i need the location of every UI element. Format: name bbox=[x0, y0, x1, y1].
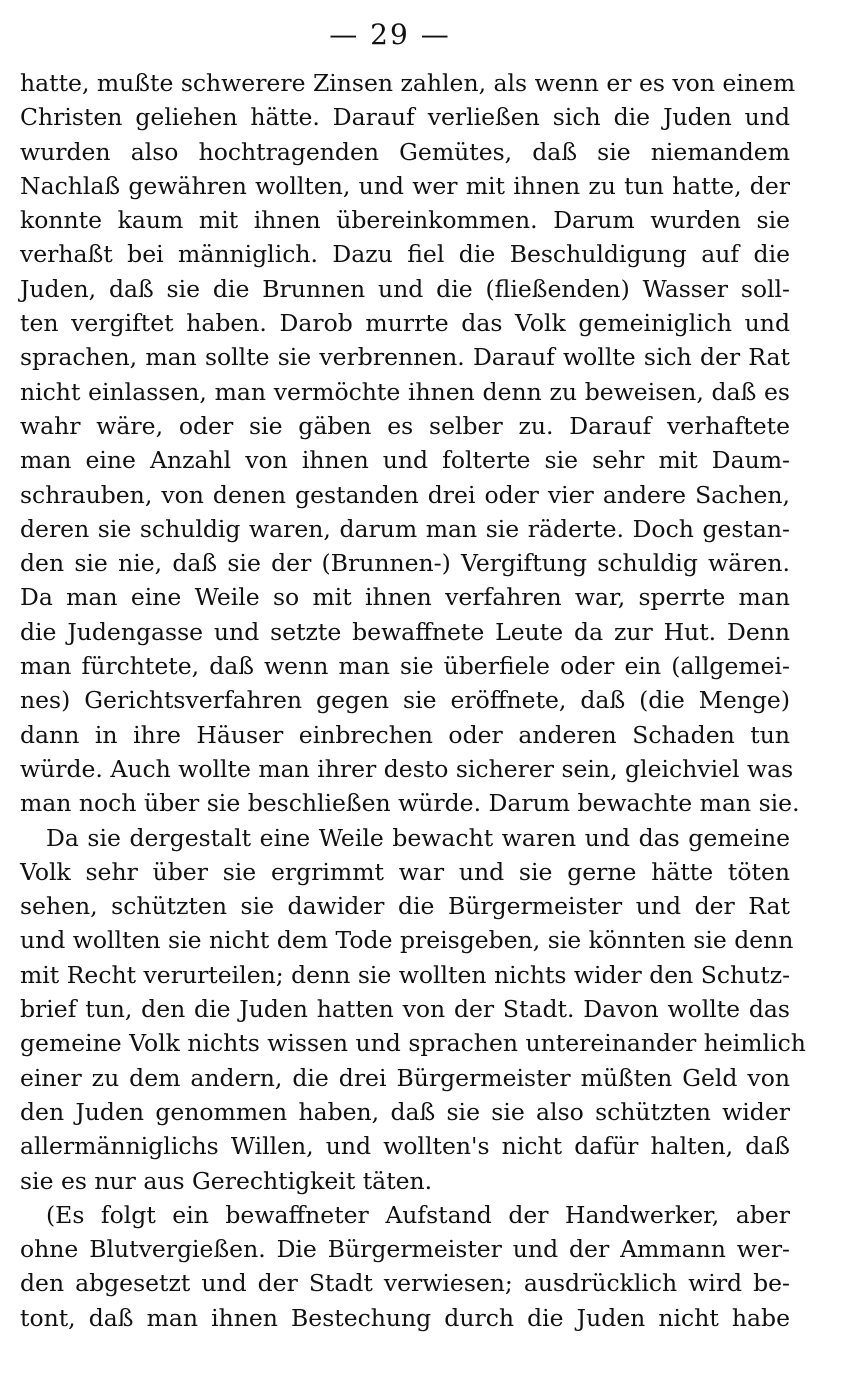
text-line: Christen geliehen hätte. Darauf verließen sich die Juden und bbox=[20, 103, 790, 132]
text-line: den sie nie, daß sie der (Brunnen-) Vergiftung schuldig wären. bbox=[20, 549, 790, 578]
paragraph-2 bbox=[20, 821, 806, 1198]
text-line: deren sie schuldig waren, darum man sie räderte. Doch gestan- bbox=[20, 514, 790, 543]
text-line: sprachen, man sollte sie verbrennen. Darauf wollte sich der Rat bbox=[20, 343, 790, 372]
paragraph-3 bbox=[20, 1198, 790, 1335]
text-line: (Es folgt ein bewaffneter Aufstand der Handwerker, aber bbox=[46, 1200, 790, 1229]
text-line: allermänniglichs Willen, und wollten's nicht dafür halten, daß bbox=[20, 1132, 790, 1161]
text-line: konnte kaum mit ihnen übereinkommen. Darum wurden sie bbox=[20, 206, 790, 235]
text-line: die Judengasse und setzte bewaffnete Leute da zur Hut. Denn bbox=[20, 617, 790, 646]
text-line: einer zu dem andern, die drei Bürgermeister müßten Geld von bbox=[20, 1063, 790, 1092]
text-line: mit Recht verurteilen; denn sie wollten nichts wider den Schutz- bbox=[20, 960, 791, 989]
text-line: wurden also hochtragenden Gemütes, daß sie niemandem bbox=[20, 137, 790, 166]
text-line: ohne Blutvergießen. Die Bürgermeister und der Ammann wer- bbox=[20, 1235, 790, 1264]
paragraph-1 bbox=[20, 66, 800, 821]
text-line: den abgesetzt und der Stadt verwiesen; ausdrücklich wird be- bbox=[20, 1269, 790, 1298]
text-line: hatte, mußte schwerere Zinsen zahlen, als wenn er es von einem bbox=[20, 69, 796, 97]
page-number: — 29 — bbox=[329, 18, 451, 51]
text-line: Nachlaß gewähren wollten, und wer mit ihnen zu tun hatte, der bbox=[20, 171, 790, 200]
text-line: gemeine Volk nichts wissen und sprachen untereinander heimlich bbox=[20, 1029, 806, 1058]
text-line: schrauben, von denen gestanden drei oder vier andere Sachen, bbox=[20, 480, 790, 509]
text-line: würde. Auch wollte man ihrer desto sicherer sein, gleichviel was bbox=[20, 754, 794, 783]
text-line: brief tun, den die Juden hatten von der Stadt. Davon wollte das bbox=[20, 995, 790, 1024]
text-line: Da sie dergestalt eine Weile bewacht waren und das gemeine bbox=[46, 823, 790, 852]
text-line: Juden, daß sie die Brunnen und die (fließenden) Wasser soll- bbox=[20, 274, 790, 303]
text-line: den Juden genommen haben, daß sie sie also schützten wider bbox=[20, 1097, 790, 1126]
text-line: Volk sehr über sie ergrimmt war und sie gerne hätte töten bbox=[20, 857, 790, 886]
text-line: ten vergiftet haben. Darob murrte das Volk gemeiniglich und bbox=[20, 309, 790, 338]
text-line: dann in ihre Häuser einbrechen oder anderen Schaden tun bbox=[20, 720, 790, 749]
text-line: Da man eine Weile so mit ihnen verfahren war, sperrte man bbox=[20, 583, 790, 612]
text-line: verhaßt bei männiglich. Dazu fiel die Beschuldigung auf die bbox=[20, 240, 790, 269]
text-line: man eine Anzahl von ihnen und folterte sie sehr mit Daum- bbox=[20, 446, 790, 475]
text-line: man fürchtete, daß wenn man sie überfiele oder ein (allgemei- bbox=[20, 652, 790, 681]
text-line: und wollten sie nicht dem Tode preisgeben, sie könnten sie denn bbox=[20, 926, 794, 955]
text-line: sehen, schützten sie dawider die Bürgermeister und der Rat bbox=[20, 892, 790, 921]
text-line: tont, daß man ihnen Bestechung durch die Juden nicht habe bbox=[20, 1303, 790, 1332]
text-line: nes) Gerichtsverfahren gegen sie eröffnete, daß (die Menge) bbox=[20, 686, 790, 715]
text-line: man noch über sie beschließen würde. Darum bewachte man sie. bbox=[20, 789, 800, 818]
body-text bbox=[20, 66, 806, 1335]
text-line: wahr wäre, oder sie gäben es selber zu. Darauf verhaftete bbox=[20, 411, 790, 440]
text-line: nicht einlassen, man vermöchte ihnen denn zu beweisen, daß es bbox=[20, 377, 790, 406]
text-line: sie es nur aus Gerechtigkeit täten. bbox=[20, 1166, 433, 1195]
